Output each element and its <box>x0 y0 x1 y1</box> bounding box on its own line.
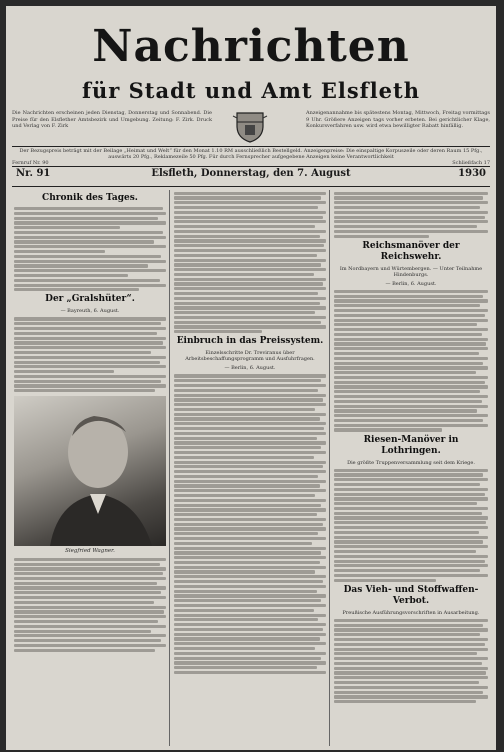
article-heading: Riesen-Manöver in Lothringen. <box>363 434 459 456</box>
article-body <box>174 374 326 674</box>
portrait-figure-icon <box>14 396 166 546</box>
issue-number: Nr. 91 <box>16 168 51 179</box>
article-heading: Der „Gralshüter“. <box>45 294 135 305</box>
post-box: Schließfach 17 <box>452 160 490 166</box>
article-heading: Das Vieh- und Stoffwaffen-Verbot. <box>343 584 479 606</box>
article-heading: Reichsmanöver der Reichswehr. <box>362 240 460 262</box>
article-body <box>14 207 166 291</box>
article-body <box>14 558 166 652</box>
article-body <box>334 290 488 432</box>
coat-of-arms-icon <box>231 110 269 144</box>
article-body <box>334 469 488 582</box>
article-body <box>14 317 166 392</box>
publication-info-left: Die Nachrichten erscheinen jeden Dienstag, Donnerstag und Sonnabend. Die Preise für den Elsflether Amtsbezirk und Umgebung. Zeitung: F. Zirk. Druck und Verlag von F. Zirk <box>12 110 212 130</box>
dateline <box>12 166 490 184</box>
article-byline: — Bayreuth, 6. August. <box>60 308 120 315</box>
article-heading: Chronik des Tages. <box>42 193 138 203</box>
article-subheading: Einzelsschritte Dr. Treviranus über Arbeitsbeschaffungsprogramm und Ausfuhrfragen. <box>185 350 315 363</box>
divider <box>12 146 490 147</box>
column-2 <box>174 190 326 750</box>
column-1 <box>14 190 166 750</box>
issue-date: Elsfleth, Donnerstag, den 7. August <box>151 168 351 179</box>
newspaper-subtitle: für Stadt und Amt Elsfleth <box>81 78 421 103</box>
column-3 <box>334 190 488 750</box>
subscription-notice: Der Bezugspreis beträgt mit der Beilage „Heimat und Welt“ für den Monat 1.10 RM ausschließlich Bestellgeld. Anzeigenpreise: Die einspaltige Korpuszeile oder deren Raum 15 Pfg., auswärts 20 Pfg., Reklamezeile 50 Pfg. Für durch Fernsprecher aufgegebene Anzeigen keine Verantwortlichkeit <box>19 148 483 160</box>
newspaper-title: Nachrichten <box>92 21 410 72</box>
column-rule <box>169 190 170 746</box>
article-byline: — Berlin, 6. August. <box>385 280 437 287</box>
photo-caption: Siegfried Wagner. <box>65 548 115 555</box>
article-subheading: Die größte Truppenversammlung seit dem Kriege. <box>347 459 475 466</box>
article-body <box>174 192 326 334</box>
article-subheading: Preußische Ausführungsvorschriften in Ausarbeitung. <box>342 609 480 616</box>
article-body <box>334 619 488 703</box>
article-body <box>334 192 488 238</box>
divider <box>12 186 490 187</box>
issue-year: 1930 <box>458 168 486 179</box>
phone-number: Fernruf Nr. 90 <box>12 160 49 166</box>
newspaper-page <box>6 6 496 750</box>
article-byline: — Berlin, 6. August. <box>224 365 276 372</box>
masthead <box>6 6 496 130</box>
column-rule <box>329 190 330 746</box>
article-subheading: Im Nordbayern und Würtembergen. — Unter Teilnahme Hindenburgs. <box>339 265 483 278</box>
article-heading: Einbruch in das Preissystem. <box>176 336 324 347</box>
publication-info-right: Anzeigenannahme bis spätestens Montag, Mittwoch, Freitag vormittags 9 Uhr. Größere Anzeigen tags vorher erbeten. Bei gerichtlicher Klage, Konkursverfahren usw. wird etwa bewilligter Rabatt hinfällig. <box>306 110 490 130</box>
portrait-photo <box>14 396 166 546</box>
